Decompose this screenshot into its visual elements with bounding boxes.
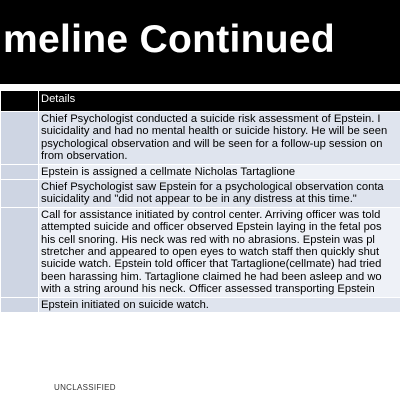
details-column-header: Details bbox=[39, 91, 400, 112]
table-row bbox=[1, 112, 400, 165]
date-cell bbox=[1, 207, 39, 297]
details-line: Call for assistance initiated by control center. Arriving officer was told bbox=[41, 208, 381, 221]
timeline-table-container bbox=[0, 90, 400, 352]
date-cell bbox=[1, 112, 39, 165]
details-line: his cell snoring. His neck was red with no abrasions. Epstein was pl bbox=[41, 233, 375, 246]
table-row bbox=[1, 297, 400, 312]
table-body bbox=[1, 112, 400, 313]
details-line: stretcher and appeared to open eyes to watch staff then quickly shut bbox=[41, 246, 380, 259]
details-line: from observation. bbox=[41, 150, 128, 163]
details-line: suicidality and had no mental health or suicide history. He will be seen bbox=[41, 125, 388, 138]
slide-title: meline Continued bbox=[3, 18, 335, 61]
date-column-header bbox=[1, 91, 39, 112]
details-line: suicide watch. Epstein told officer that Tartaglione(cellmate) had tried bbox=[41, 258, 382, 271]
title-banner bbox=[0, 0, 400, 84]
details-line: Chief Psychologist conducted a suicide risk assessment of Epstein. I bbox=[41, 113, 381, 125]
table-row bbox=[1, 180, 400, 208]
details-line: Chief Psychologist saw Epstein for a psychological observation conta bbox=[41, 181, 384, 194]
details-cell bbox=[39, 207, 400, 297]
details-line: Epstein initiated on suicide watch. bbox=[41, 298, 209, 311]
timeline-table bbox=[0, 90, 400, 313]
table-row bbox=[1, 207, 400, 297]
date-cell bbox=[1, 164, 39, 179]
classification-footer: UNCLASSIFIED bbox=[54, 383, 116, 392]
table-header-row bbox=[1, 91, 400, 112]
details-line: been harassing him. Tartaglione claimed he had been asleep and wo bbox=[41, 270, 382, 283]
details-line: attempted suicide and officer observed Epstein laying in the fetal pos bbox=[41, 221, 382, 234]
details-cell bbox=[39, 297, 400, 312]
details-cell bbox=[39, 164, 400, 179]
details-line: with a string around his neck. Officer assessed transporting Epstein bbox=[41, 283, 375, 296]
details-cell bbox=[39, 180, 400, 208]
details-line: psychological observation and will be seen for a follow-up session on bbox=[41, 137, 383, 150]
details-line: Epstein is assigned a cellmate Nicholas Tartaglione bbox=[41, 165, 296, 178]
date-cell bbox=[1, 180, 39, 208]
details-cell bbox=[39, 112, 400, 165]
table-row bbox=[1, 164, 400, 179]
date-cell bbox=[1, 297, 39, 312]
details-line: suicidality and "did not appear to be in any distress at this time." bbox=[41, 193, 357, 206]
